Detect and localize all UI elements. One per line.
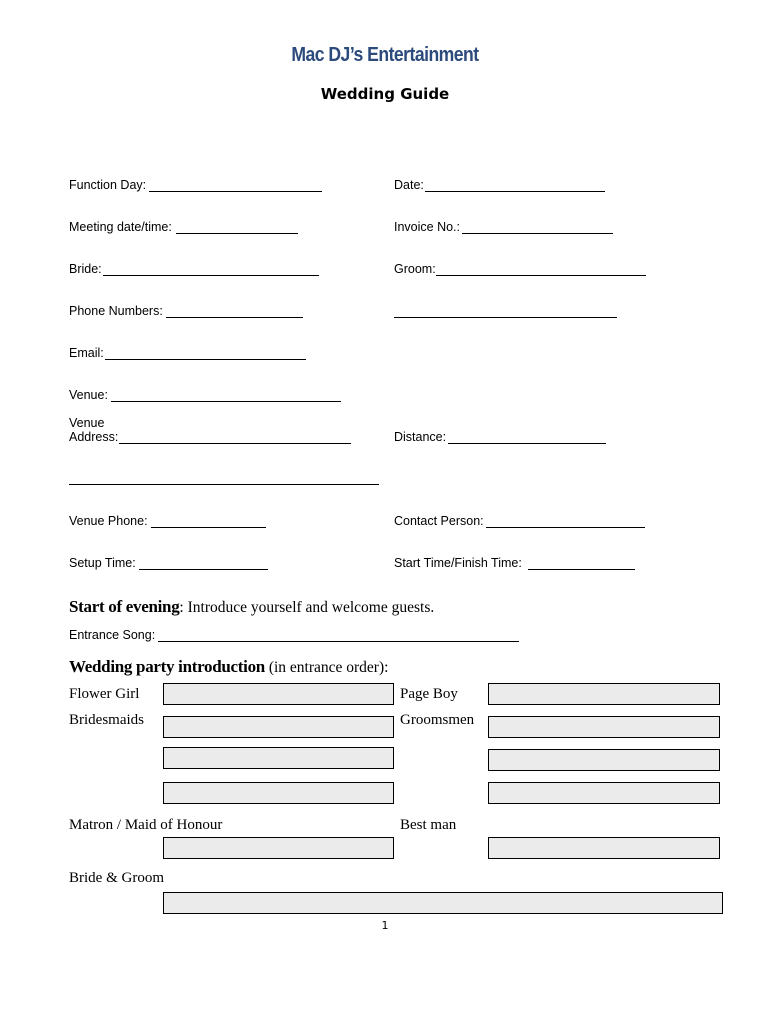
groom-field[interactable] [436,275,646,276]
page-title: Wedding Guide [320,85,450,103]
start-evening-title: Start of evening [69,597,180,616]
date-field[interactable] [425,191,605,192]
phone-label: Phone Numbers: [69,304,163,318]
distance-field[interactable] [448,443,606,444]
bridesmaid-field-3[interactable] [163,782,394,804]
best-man-label: Best man [400,817,457,833]
venue-address-field-2[interactable] [69,484,379,485]
entrance-song-field[interactable] [158,641,519,642]
invoice-label: Invoice No.: [394,220,461,234]
venue-address-label-2: Address: [69,430,119,444]
groomsman-field-2[interactable] [488,749,720,771]
bridesmaid-field-1[interactable] [163,716,394,738]
venue-address-field[interactable] [119,443,351,444]
venue-phone-label: Venue Phone: [69,514,148,528]
matron-field[interactable] [163,837,394,859]
flower-girl-label: Flower Girl [69,686,140,702]
company-title: Mac DJ’s Entertainment [291,44,479,66]
groomsmen-label: Groomsmen [400,712,475,728]
function-day-field[interactable] [149,191,322,192]
party-title: Wedding party introduction [69,657,265,676]
setup-field[interactable] [139,569,268,570]
distance-label: Distance: [394,430,447,444]
start-finish-label: Start Time/Finish Time: [394,556,522,570]
venue-field[interactable] [111,401,341,402]
bridesmaid-field-2[interactable] [163,747,394,769]
phone-field[interactable] [166,317,303,318]
contact-field[interactable] [486,527,645,528]
phone-field-2[interactable] [394,317,617,318]
venue-phone-field[interactable] [151,527,266,528]
contact-label: Contact Person: [394,514,484,528]
matron-label: Matron / Maid of Honour [69,817,223,833]
meeting-field[interactable] [176,233,298,234]
invoice-field[interactable] [462,233,613,234]
bride-groom-field[interactable] [163,892,723,914]
page-number: 1 [381,919,389,932]
page-boy-label: Page Boy [400,686,458,702]
party-note: (in entrance order): [264,659,389,676]
setup-label: Setup Time: [69,556,136,570]
groom-label: Groom: [394,262,436,276]
party-heading [69,657,388,677]
venue-address-label: Venue [69,416,105,430]
flower-girl-field[interactable] [163,683,394,705]
bridesmaids-label: Bridesmaids [69,712,144,728]
start-evening-text: : Introduce yourself and welcome guests. [179,599,435,616]
email-field[interactable] [105,359,306,360]
start-finish-field[interactable] [528,569,635,570]
email-label: Email: [69,346,104,360]
meeting-label: Meeting date/time: [69,220,172,234]
venue-label: Venue: [69,388,108,402]
bride-label: Bride: [69,262,102,276]
best-man-field[interactable] [488,837,720,859]
groomsman-field-3[interactable] [488,782,720,804]
date-label: Date: [394,178,424,192]
entrance-song-label: Entrance Song: [69,628,156,642]
bride-field[interactable] [103,275,319,276]
bride-groom-label: Bride & Groom [69,870,164,886]
page-boy-field[interactable] [488,683,720,705]
start-evening-heading [69,597,434,617]
function-day-label: Function Day: [69,178,147,192]
groomsman-field-1[interactable] [488,716,720,738]
